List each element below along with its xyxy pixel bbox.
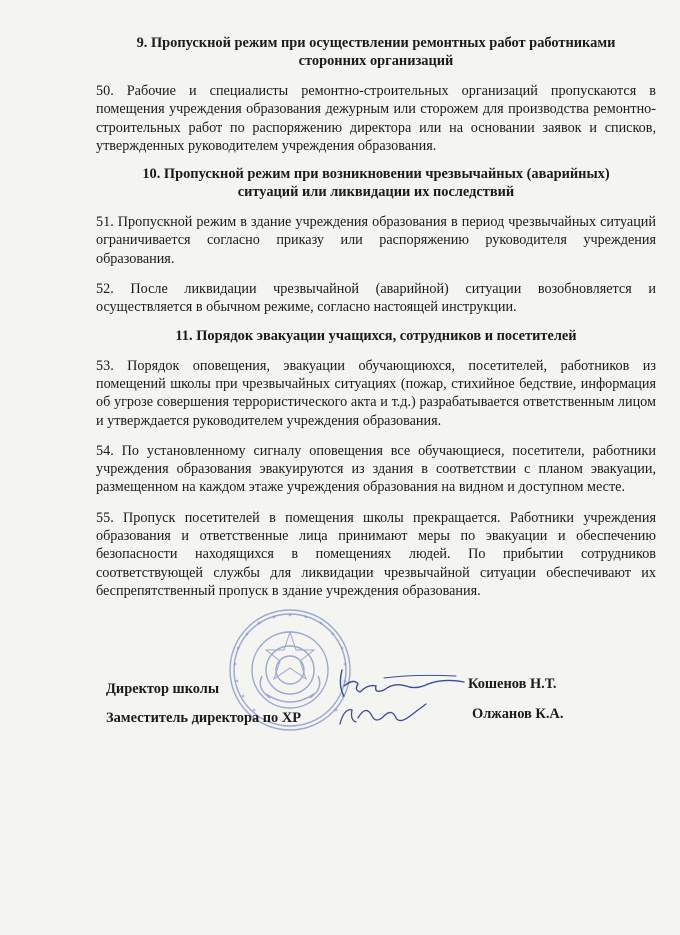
deputy-name: Олжанов К.А. (472, 706, 564, 722)
section-9-heading-line1: 9. Пропускной режим при осуществлении ремонтных работ работниками (136, 35, 616, 51)
director-title: Директор школы (106, 681, 220, 697)
director-name: Кошенов Н.Т. (468, 676, 557, 692)
section-10-heading (96, 165, 656, 201)
paragraph-55: 55. Пропуск посетителей в помещения школы прекращается. Работники учреждения образования и ответственные лица принимают меры по эвакуации и обеспечению безопасности находящихся в помещениях людей. По прибытии сотрудников соответствующей службы для ликвидации чрезвычайной ситуации обеспечивают их беспрепятственный пропуск в здание учреждения образования. (96, 509, 656, 599)
section-10-heading-line1: 10. Пропускной режим при возникновении чрезвычайных (аварийных) (142, 166, 610, 183)
paragraph-50: 50. Рабочие и специалисты ремонтно-строительных организаций пропускаются в помещения учреждения образования дежурным или сторожем для производства ремонтно-строительных работ по распоряжению директора или на основании заявок и списков, утвержденных руководителем учреждения образования. (96, 83, 656, 154)
paragraph-54: 54. По установленному сигналу оповещения все обучающиеся, посетители, работники учреждения образования эвакуируются из здания в соответствии с планом эвакуации, размещенном на каждом этаже учреждения образования на видном и доступном месте. (96, 442, 656, 496)
deputy-signature-icon (330, 694, 440, 734)
deputy-title: Заместитель директора по ХР (106, 710, 302, 726)
document-body (96, 34, 656, 600)
section-9-heading-line2: сторонних организаций (298, 53, 454, 69)
section-10-heading-line2: ситуаций или ликвидации их последствий (237, 184, 515, 201)
paragraph-51: 51. Пропускной режим в здание учреждения образования в период чрезвычайных ситуаций ограничивается согласно приказу или распоряжению руководителя учреждения образования. (96, 214, 656, 267)
paragraph-52: 52. После ликвидации чрезвычайной (аварийной) ситуации возобновляется и осуществляется в обычном режиме, согласно настоящей инструкции. (96, 281, 656, 316)
section-9-heading (96, 34, 656, 70)
paragraph-53: 53. Порядок оповещения, эвакуации обучающиюхся, посетителей, работников из помещений школы при чрезвычайных ситуациях (пожар, стихийное бедствие, информация об угрозе совершения террористического акта и т.д.) разрабатывается ответственным лицом и утверждается руководителем учреждения образования. (96, 357, 656, 429)
section-11-heading: 11. Порядок эвакуации учащихся, сотрудников и посетителей (175, 327, 577, 344)
